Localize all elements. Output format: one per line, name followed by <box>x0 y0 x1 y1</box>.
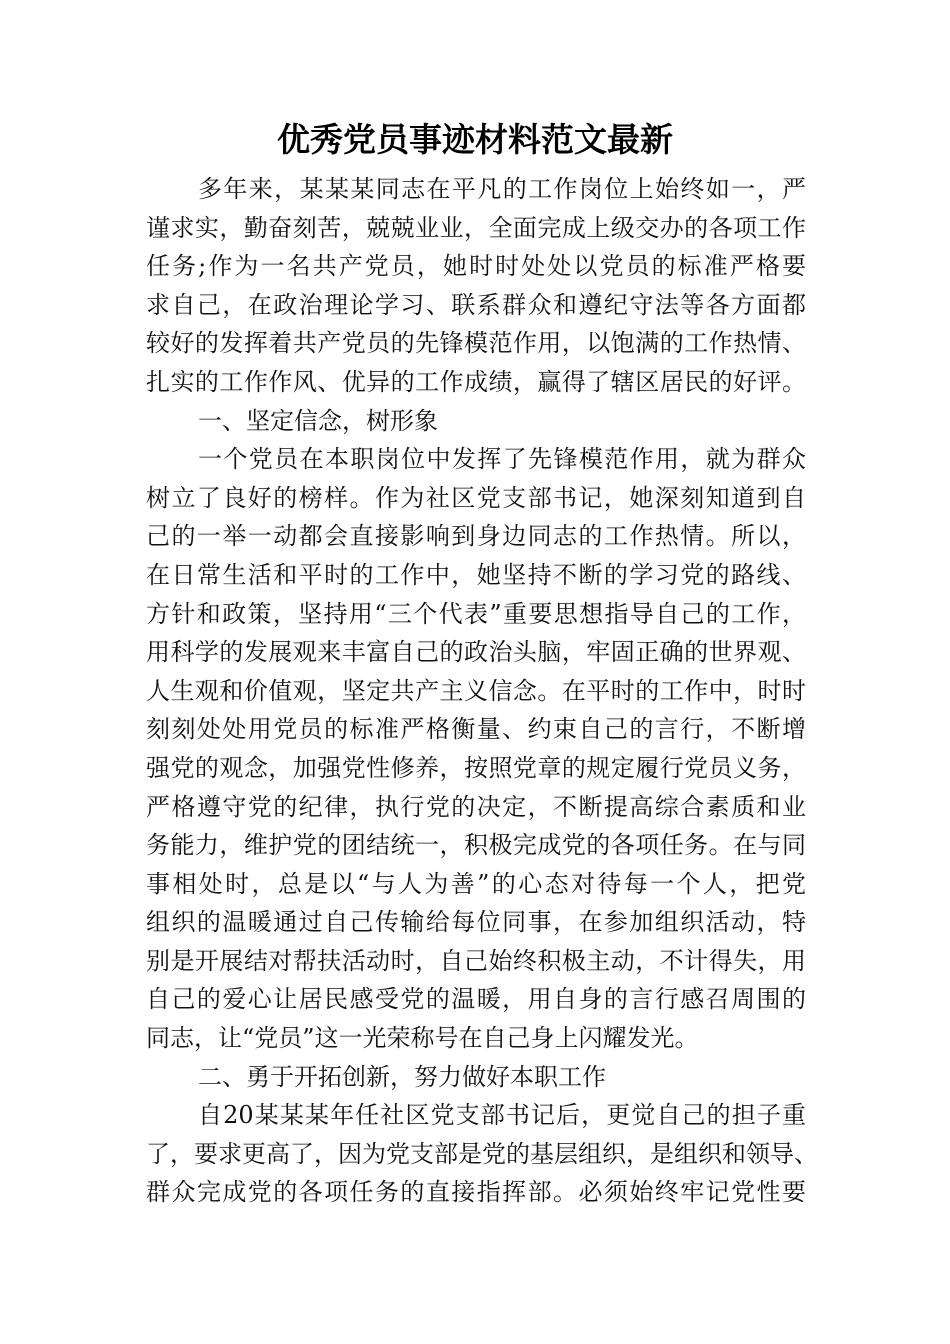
body-line: 在日常生活和平时的工作中，她坚持不断的学习党的路线、 <box>146 560 806 589</box>
body-line: 己的一举一动都会直接影响到身边同志的工作热情。所以， <box>146 522 806 551</box>
body-line: 事相处时，总是以“与人为善”的心态对待每一个人，把党 <box>146 869 806 898</box>
document-title: 优秀党员事迹材料范文最新 <box>277 120 673 159</box>
body-line: 一个党员在本职岗位中发挥了先锋模范作用，就为群众 <box>198 445 806 474</box>
body-line: 方针和政策，坚持用“三个代表”重要思想指导自己的工作， <box>146 599 806 628</box>
body-line: 自己的爱心让居民感受党的温暖，用自身的言行感召周围的 <box>146 985 806 1014</box>
body-line: 刻刻处处用党员的标准严格衡量、约束自己的言行，不断增 <box>146 715 806 744</box>
body-line: 一、坚定信念，树形象 <box>198 406 438 435</box>
body-line: 任务;作为一名共产党员，她时时处处以党员的标准严格要 <box>146 252 806 281</box>
body-line: 人生观和价值观，坚定共产主义信念。在平时的工作中，时时 <box>146 676 806 705</box>
body-line: 扎实的工作作风、优异的工作成绩，赢得了辖区居民的好评。 <box>146 367 806 396</box>
document-body <box>146 170 818 1212</box>
body-line: 严格遵守党的纪律，执行党的决定，不断提高综合素质和业 <box>146 792 806 821</box>
body-line: 群众完成党的各项任务的直接指挥部。必须始终牢记党性要 <box>146 1178 806 1207</box>
body-line: 较好的发挥着共产党员的先锋模范作用，以饱满的工作热情、 <box>146 329 806 358</box>
body-line: 务能力，维护党的团结统一，积极完成党的各项任务。在与同 <box>146 831 806 860</box>
body-line: 自20某某某年任社区党支部书记后，更觉自己的担子重 <box>198 1101 806 1130</box>
body-line: 同志，让“党员”这一光荣称号在自己身上闪耀发光。 <box>146 1024 699 1053</box>
body-line: 用科学的发展观来丰富自己的政治头脑，牢固正确的世界观、 <box>146 638 806 667</box>
body-line: 树立了良好的榜样。作为社区党支部书记，她深刻知道到自 <box>146 483 806 512</box>
body-line: 组织的温暖通过自己传输给每位同事，在参加组织活动，特 <box>146 908 806 937</box>
body-line: 多年来，某某某同志在平凡的工作岗位上始终如一，严 <box>198 175 806 203</box>
body-line: 求自己，在政治理论学习、联系群众和遵纪守法等各方面都 <box>146 290 806 319</box>
body-line: 了，要求更高了，因为党支部是党的基层组织，是组织和领导、 <box>146 1139 818 1168</box>
body-line: 二、勇于开拓创新，努力做好本职工作 <box>198 1062 606 1091</box>
body-line: 强党的观念，加强党性修养，按照党章的规定履行党员义务， <box>146 753 806 782</box>
body-line: 谨求实，勤奋刻苦，兢兢业业，全面完成上级交办的各项工作 <box>146 213 806 242</box>
body-line: 别是开展结对帮扶活动时，自己始终积极主动，不计得失，用 <box>146 946 806 975</box>
